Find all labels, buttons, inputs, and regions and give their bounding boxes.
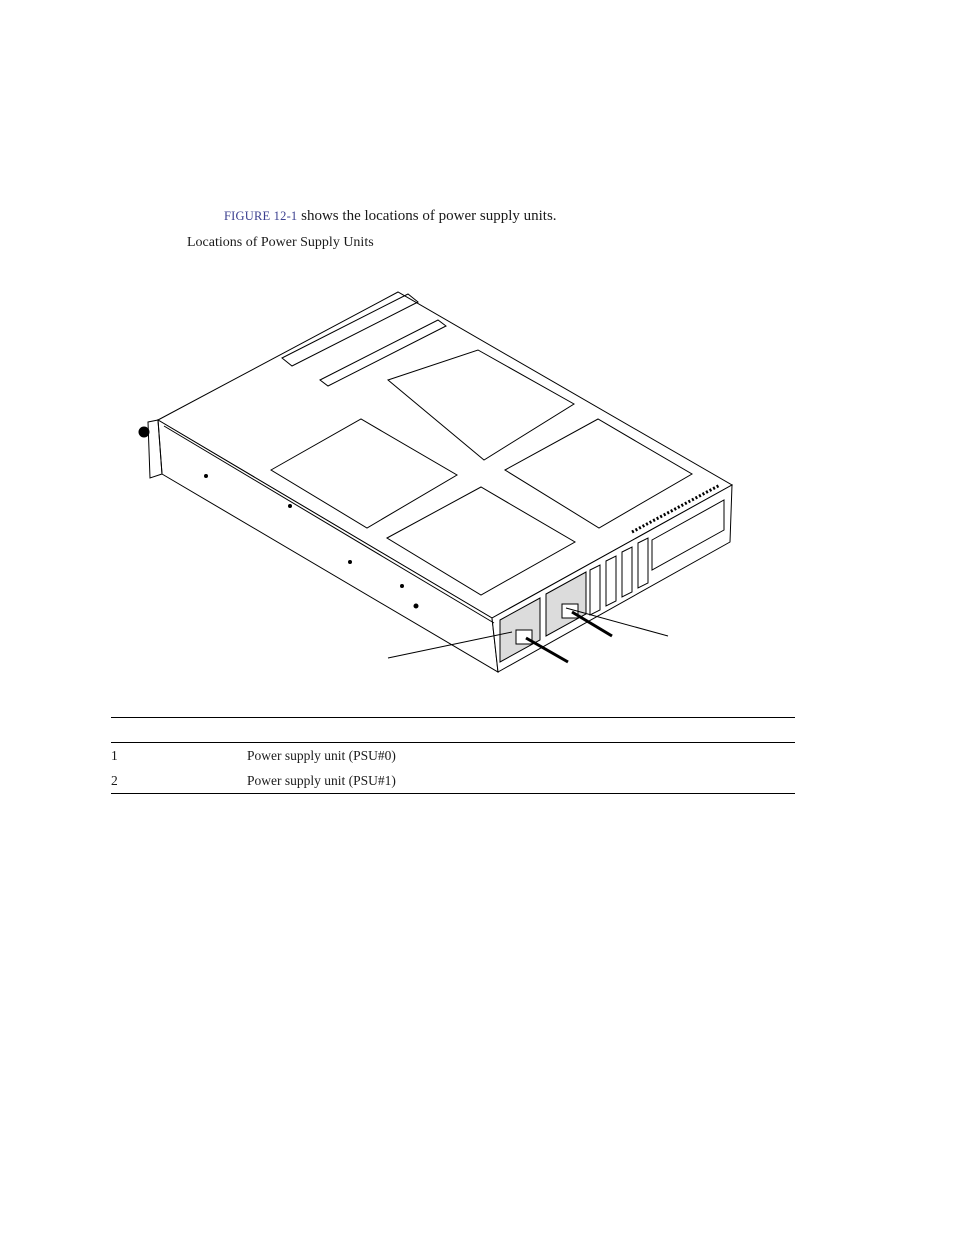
server-illustration <box>120 280 760 700</box>
legend-bottom-rule <box>111 793 795 794</box>
intro-text: shows the locations of power supply units. <box>297 208 557 224</box>
intro-sentence <box>224 206 557 226</box>
table-row <box>111 768 795 793</box>
legend-table <box>111 717 795 794</box>
server-chassis-drawing <box>120 280 760 700</box>
table-row <box>111 743 795 768</box>
legend-description: Power supply unit (PSU#1) <box>247 772 396 788</box>
thumb-screw <box>139 427 149 437</box>
legend-header-row <box>111 717 795 743</box>
figure-reference-link[interactable]: FIGURE 12-1 <box>224 209 298 223</box>
legend-description: Power supply unit (PSU#0) <box>247 747 396 763</box>
legend-number: 1 <box>111 747 118 763</box>
legend-number: 2 <box>111 772 118 788</box>
figure-caption: Locations of Power Supply Units <box>187 235 374 250</box>
